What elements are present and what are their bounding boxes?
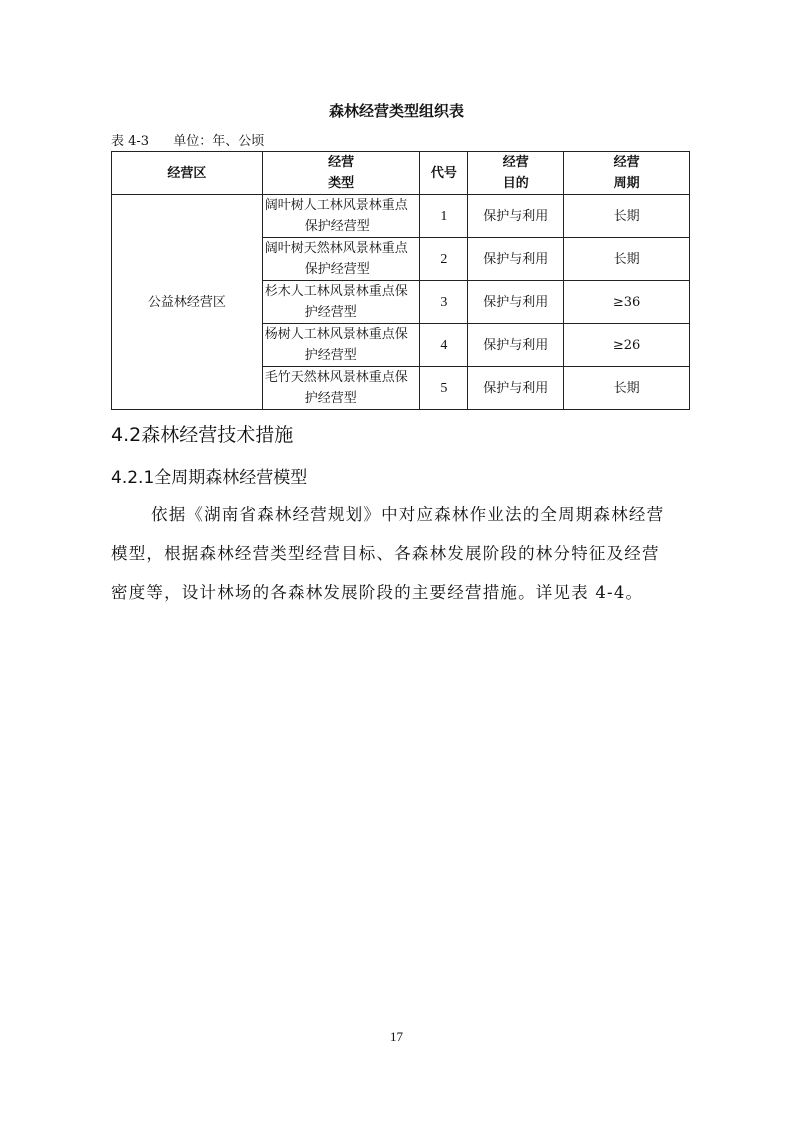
- type-cell: 毛竹天然林风景林重点保 护经营型: [262, 367, 420, 410]
- table-row: [112, 195, 690, 238]
- code-cell: 2: [420, 238, 468, 281]
- forest-management-type-table: [111, 151, 690, 410]
- paragraph-line: 密度等，设计林场的各森林发展阶段的主要经营措施。详见表 4-4。: [111, 583, 644, 602]
- type-cell: 阔叶树人工林风景林重点 保护经营型: [262, 195, 420, 238]
- period-cell: ≥36: [564, 281, 690, 324]
- paragraph-line: 依据《湖南省森林经营规划》中对应森林作业法的全周期森林经营: [151, 505, 665, 524]
- purpose-cell: 保护与利用: [468, 281, 564, 324]
- purpose-cell: 保护与利用: [468, 367, 564, 410]
- page-number: 17: [390, 1029, 403, 1044]
- header-purpose: 经营 目的: [468, 152, 564, 195]
- table-title: 森林经营类型组织表: [328, 102, 464, 120]
- purpose-cell: 保护与利用: [468, 324, 564, 367]
- type-cell: 阔叶树天然林风景林重点 保护经营型: [262, 238, 420, 281]
- table-header-row: [112, 152, 690, 195]
- period-cell: 长期: [564, 195, 690, 238]
- table-label: 表 4-3: [111, 134, 150, 149]
- code-cell: 4: [420, 324, 468, 367]
- period-cell: 长期: [564, 238, 690, 281]
- section-heading: 4.2森林经营技术措施: [111, 424, 294, 446]
- type-cell: 杉木人工林风景林重点保 护经营型: [262, 281, 420, 324]
- body-paragraph: [111, 495, 691, 612]
- header-code: 代号: [420, 152, 468, 195]
- period-cell: 长期: [564, 367, 690, 410]
- header-type: 经营 类型: [262, 152, 420, 195]
- header-period: 经营 周期: [564, 152, 690, 195]
- purpose-cell: 保护与利用: [468, 195, 564, 238]
- code-cell: 1: [420, 195, 468, 238]
- type-cell: 杨树人工林风景林重点保 护经营型: [262, 324, 420, 367]
- header-zone: 经营区: [112, 152, 263, 195]
- period-cell: ≥26: [564, 324, 690, 367]
- subsection-heading: 4.2.1全周期森林经营模型: [111, 468, 308, 488]
- paragraph-line: 模型，根据森林经营类型经营目标、各森林发展阶段的林分特征及经营: [111, 544, 660, 563]
- code-cell: 3: [420, 281, 468, 324]
- table-meta: [111, 130, 264, 149]
- zone-cell: 公益林经营区: [112, 195, 263, 410]
- code-cell: 5: [420, 367, 468, 410]
- purpose-cell: 保护与利用: [468, 238, 564, 281]
- table-unit: 单位：年、公顷: [173, 134, 265, 149]
